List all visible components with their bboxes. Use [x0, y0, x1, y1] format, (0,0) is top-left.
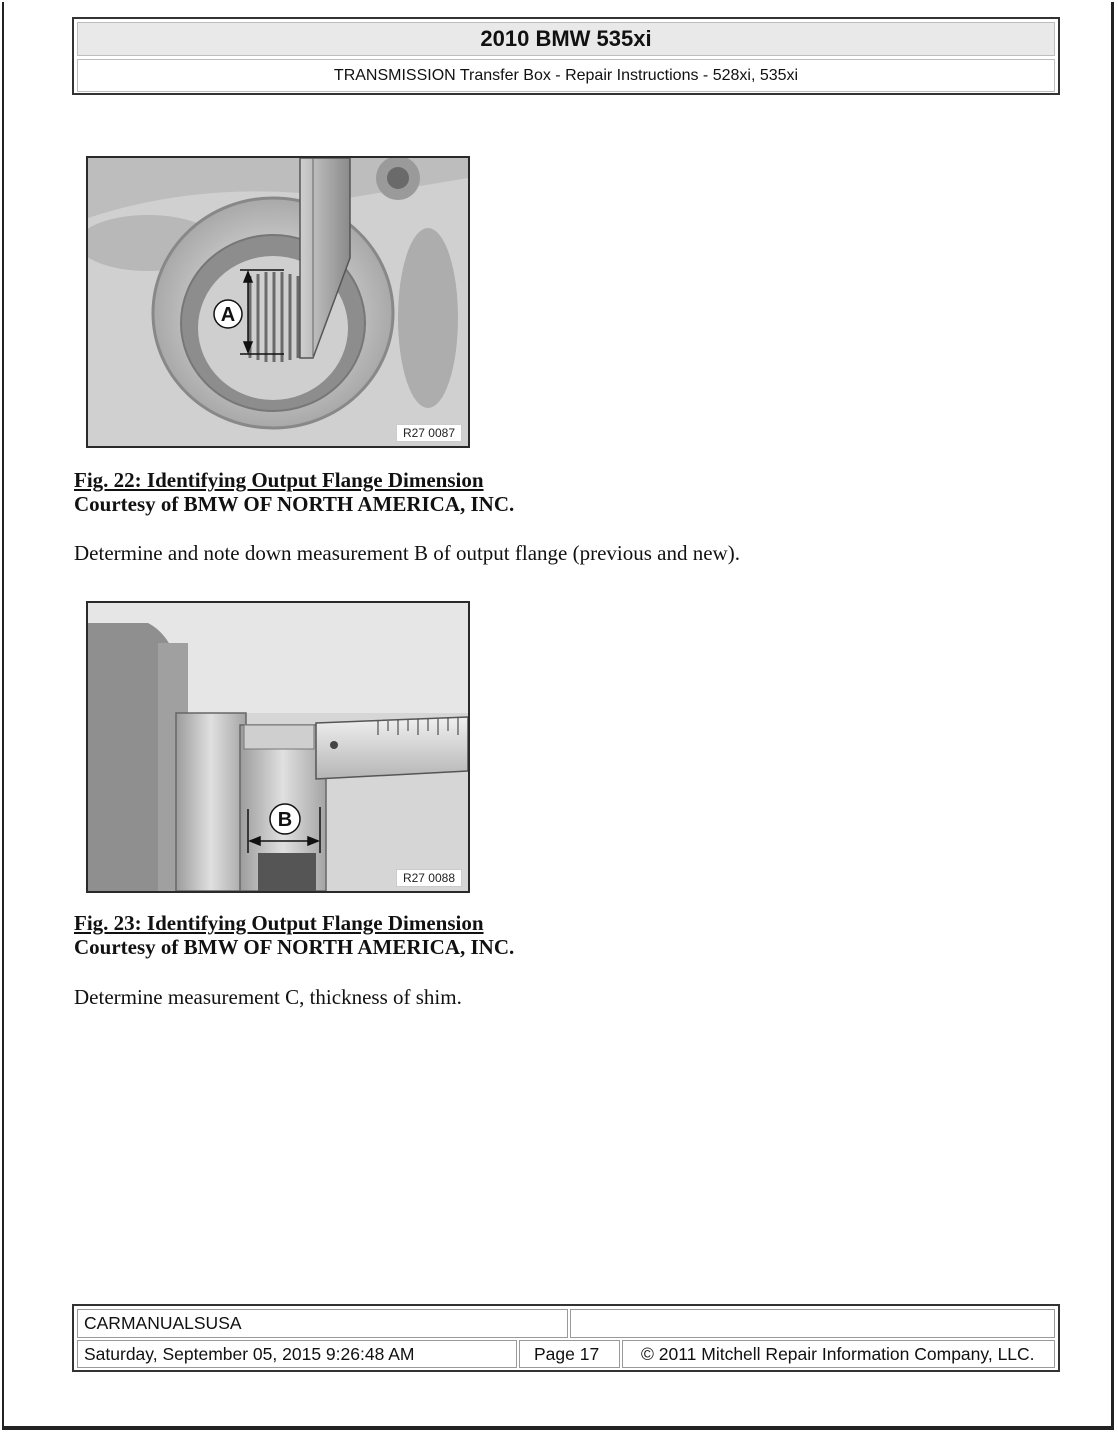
figure-code: R27 0087 — [396, 424, 462, 442]
figure-22-caption-credit: Courtesy of BMW OF NORTH AMERICA, INC. — [74, 492, 515, 516]
figure-code: R27 0088 — [396, 869, 462, 887]
page-footer — [72, 1304, 1060, 1372]
figure-23-caption-title: Fig. 23: Identifying Output Flange Dimension — [74, 911, 484, 935]
instruction-paragraph-2: Determine measurement C, thickness of shim. — [74, 985, 462, 1009]
document-page — [2, 2, 1114, 1430]
footer-page-number: Page 17 — [519, 1340, 620, 1368]
figure-23-caption-credit: Courtesy of BMW OF NORTH AMERICA, INC. — [74, 935, 515, 959]
marker-b-label: B — [277, 809, 293, 831]
section-title: TRANSMISSION Transfer Box - Repair Instructions - 528xi, 535xi — [77, 59, 1055, 92]
instruction-paragraph-1: Determine and note down measurement B of output flange (previous and new). — [74, 541, 740, 565]
page-header — [72, 17, 1060, 95]
figure-23-caption — [74, 911, 514, 959]
figure-22-image — [86, 156, 470, 448]
footer-datetime: Saturday, September 05, 2015 9:26:48 AM — [77, 1340, 517, 1368]
figure-23-image — [86, 601, 470, 893]
figure-22-caption — [74, 468, 514, 516]
marker-a-label: A — [220, 304, 236, 326]
footer-source: CARMANUALSUSA — [77, 1309, 568, 1338]
footer-blank — [570, 1309, 1055, 1338]
figure-22-caption-title: Fig. 22: Identifying Output Flange Dimension — [74, 468, 484, 492]
footer-copyright: © 2011 Mitchell Repair Information Company, LLC. — [622, 1340, 1055, 1368]
vehicle-title: 2010 BMW 535xi — [77, 22, 1055, 56]
